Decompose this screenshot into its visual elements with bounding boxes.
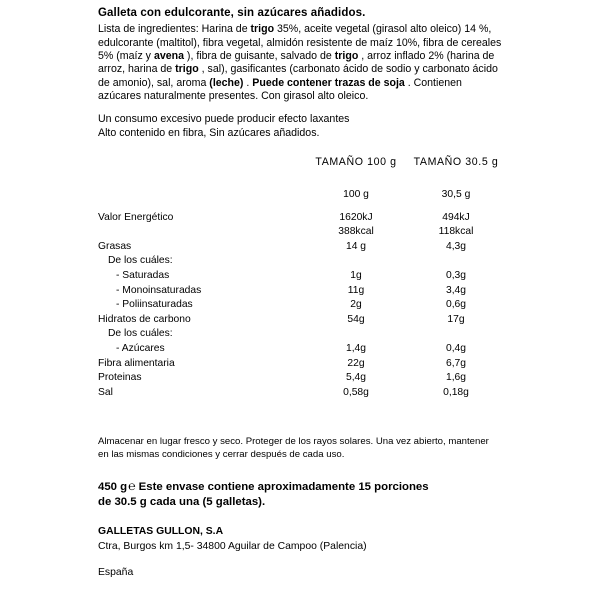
nutrition-row-value-portion: 6,7g: [445, 357, 467, 369]
nutrition-row: [98, 269, 502, 284]
laxative-note: Un consumo excesivo puede producir efecto laxantes: [98, 113, 350, 126]
company-address: Ctra, Burgos km 1,5- 34800 Aguilar de Campoo (Palencia): [98, 541, 367, 553]
ingredient-text: Lista de ingredientes: Harina de: [98, 23, 251, 36]
nutrition-row-value-100g: 1,4g: [345, 343, 367, 355]
nutrition-serving-col2: 30,5 g: [441, 189, 471, 200]
nutrition-row-label: Grasas: [98, 240, 132, 252]
nutrition-row-label: Proteinas: [98, 372, 142, 384]
nutrition-row-value-100g: 2g: [350, 299, 362, 311]
nutrition-row-label: - Saturadas: [116, 270, 170, 282]
nutrition-row-value-100g: 1620kJ: [339, 211, 373, 223]
nutrition-row-value-100g: [302, 254, 410, 269]
nutrition-row: [98, 240, 502, 255]
nutrition-row-value-portion: 3,4g: [445, 284, 467, 296]
page-title: Galleta con edulcorante, sin azúcares añadidos.: [98, 7, 366, 19]
nutrition-row-value-100g: 14 g: [345, 240, 367, 252]
nutrition-serving-col1: 100 g: [343, 189, 369, 200]
nutrition-row: [98, 342, 502, 357]
nutrition-row-value-portion: 494kJ: [442, 211, 470, 223]
net-weight-amount: 450 g: [98, 481, 128, 494]
nutrition-row: [98, 313, 502, 328]
nutrition-row-label: Sal: [98, 386, 113, 398]
portions-text-line1: Este envase contiene aproximadamente 15 porciones: [138, 481, 429, 494]
nutrition-row-value-portion: 118kcal: [438, 226, 474, 238]
nutrition-row-value-100g: 1g: [350, 270, 362, 282]
nutrition-header-col2: TAMAÑO 30.5 g: [413, 155, 499, 168]
nutrition-row-label: - Monoinsaturadas: [116, 284, 202, 296]
ingredient-text: 35%, aceite vegetal (girasol alto oleico) 14 %, edulcorante (maltitol), fibra vegetal, almidón resistente de maíz 10%, fibra de cereales 5% (maíz y: [98, 23, 502, 63]
fiber-note: Alto contenido en fibra, Sin azúcares añadidos.: [98, 127, 320, 140]
nutrition-row: [98, 254, 502, 269]
nutrition-row: [98, 211, 502, 226]
nutrition-header-label: [98, 155, 302, 188]
nutrition-row-label: - Poliinsaturadas: [116, 299, 193, 311]
storage-instructions: Almacenar en lugar fresco y seco. Proteger de los rayos solares. Una vez abierto, mantener en las mismas condiciones y cerrar después de cada uso.: [98, 435, 489, 461]
ingredient-allergen: trigo: [334, 50, 359, 63]
nutrition-row-label: Fibra alimentaria: [98, 357, 175, 369]
nutrition-row-value-100g: 11g: [347, 284, 365, 296]
ingredient-text: , arroz inflado 2% (harina de arroz, harina de: [98, 50, 495, 76]
nutrition-row-value-100g: 388kcal: [338, 226, 374, 238]
nutrition-row-label: - Azúcares: [116, 343, 165, 355]
nutrition-row: [98, 284, 502, 299]
nutrition-row-label: [98, 225, 302, 240]
nutrition-row-label: De los cuáles:: [108, 328, 173, 340]
nutrition-row-value-portion: 0,6g: [445, 299, 467, 311]
company-name: GALLETAS GULLON, S.A: [98, 526, 224, 537]
ingredients-paragraph: [98, 23, 502, 103]
nutrition-table-body: [98, 155, 502, 401]
notes-block: [98, 113, 502, 141]
nutrition-header-col1: TAMAÑO 100 g: [315, 155, 397, 168]
nutrition-row-value-100g: 22g: [347, 357, 365, 369]
ingredient-allergen: Puede contener trazas de soja: [252, 76, 405, 89]
estimated-sign-icon: ℮: [128, 479, 136, 494]
nutrition-row-label: Valor Energético: [98, 211, 174, 223]
ingredient-allergen: trigo: [175, 63, 199, 76]
nutrition-row: [98, 225, 502, 240]
nutrition-table: [98, 155, 502, 401]
nutrition-row-value-portion: 0,3g: [445, 270, 467, 282]
nutrition-row-value-portion: 4,3g: [445, 240, 467, 252]
ingredient-allergen: (leche): [209, 76, 244, 89]
nutrition-row-value-100g: 0,58g: [343, 386, 369, 398]
net-weight-block: [98, 478, 502, 510]
nutrition-row: [98, 357, 502, 372]
nutrition-row-value-100g: 5,4g: [345, 372, 367, 384]
nutrition-row-value-100g: [302, 327, 410, 342]
nutrition-row-value-portion: 0,18g: [443, 386, 469, 398]
nutrition-row-value-portion: 17g: [447, 313, 465, 325]
ingredient-text: . Contienen azúcares naturalmente presentes. Con girasol alto oleico.: [98, 76, 462, 103]
nutrition-row-value-portion: [410, 327, 502, 342]
ingredient-text: .: [243, 76, 253, 89]
company-country: España: [98, 567, 134, 579]
ingredient-allergen: trigo: [250, 23, 275, 36]
nutrition-row-value-portion: 1,6g: [445, 372, 467, 384]
nutrition-serving-row: [98, 188, 502, 205]
nutrition-row: [98, 371, 502, 386]
ingredient-allergen: avena: [153, 50, 184, 63]
nutrition-header-row: [98, 155, 502, 188]
nutrition-serving-label: [98, 188, 302, 205]
nutrition-row-value-portion: [410, 254, 502, 269]
nutrition-row-label: De los cuáles:: [108, 255, 173, 267]
ingredient-text: , sal), gasificantes (carbonato ácido de sodio y carbonato ácido de amonio), sal, aroma: [98, 63, 498, 89]
ingredient-text: ), fibra de guisante, salvado de: [183, 50, 335, 63]
company-block: [98, 524, 502, 580]
nutrition-row: [98, 298, 502, 313]
nutrition-row-label: Hidratos de carbono: [98, 313, 191, 325]
nutrition-row-value-portion: 0,4g: [445, 343, 467, 355]
nutrition-row: [98, 327, 502, 342]
nutrition-row: [98, 386, 502, 401]
nutrition-row-value-100g: 54g: [347, 313, 365, 325]
portions-text-line2: de 30.5 g cada una (5 galletas).: [98, 496, 266, 509]
